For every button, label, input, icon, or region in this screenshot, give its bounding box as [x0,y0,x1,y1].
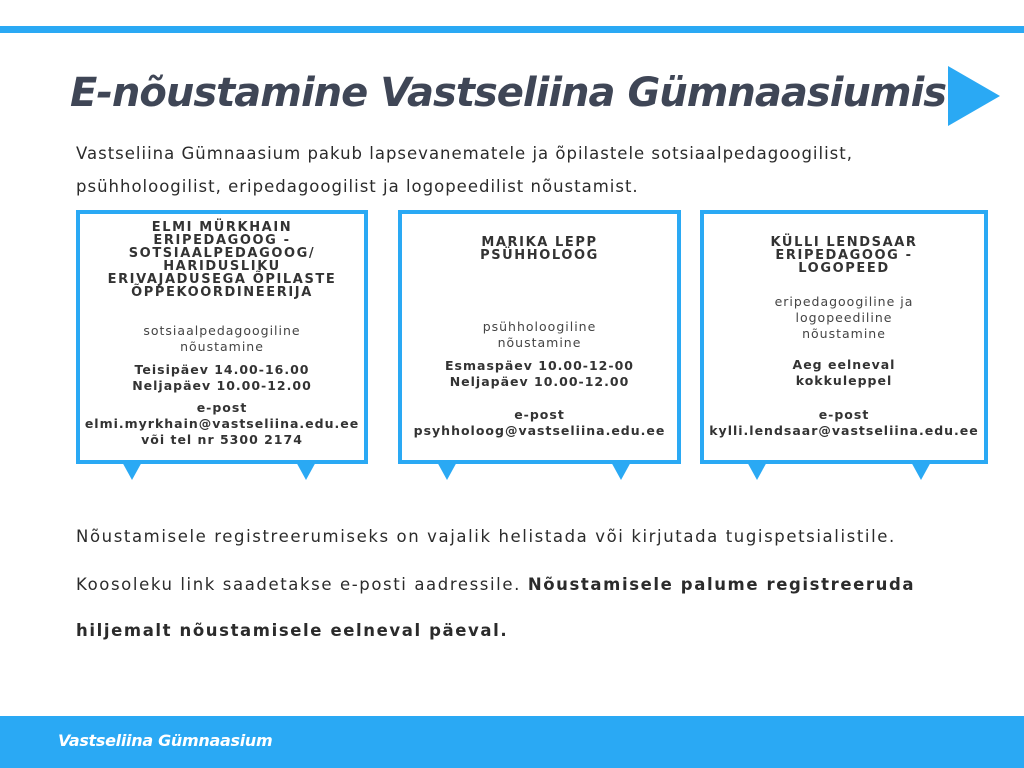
card-pointer-icon [121,460,143,480]
card-pointer-icon [910,460,932,480]
card-pointer-icon [295,460,317,480]
card-pointer-icon [436,460,458,480]
specialist-name: MARIKA LEPP PSÜHHOLOOG [480,235,599,263]
play-triangle-icon [946,64,1002,128]
specialist-contact: e-post kylli.lendsaar@vastseliina.edu.ee [709,407,979,438]
card-pointer-icon [610,460,632,480]
specialist-contact: e-post psyhholoog@vastseliina.edu.ee [413,407,666,438]
registration-deadline [76,621,508,640]
specialist-service: eripedagoogiline ja logopeediline nõustamine [774,294,914,341]
footer-bar [0,716,1024,768]
intro-line-2: psühholoogilist, eripedagoogilist ja logopeedilist nõustamist. [76,177,639,196]
page-title: E-nõustamine Vastseliina Gümnaasiumis [70,70,947,116]
registration-deadline-end: hiljemalt nõustamisele eelneval päeval. [76,621,509,640]
specialist-name: KÜLLI LENDSAAR ERIPEDAGOOG - LOGOPEED [770,235,918,276]
specialist-card-myrkhain [76,210,368,464]
specialist-hours: Teisipäev 14.00-16.00 Neljapäev 10.00-12.00 [132,362,312,393]
specialist-name: ELMI MÜRKHAIN ERIPEDAGOOG - SOTSIAALPEDAGOOG/ HARIDUSLIKU ERIVAJADUSEGA ÕPILASTE ÕPPEKOORDINEERIJA [107,220,337,300]
specialist-hours: Aeg eelneval kokkuleppel [792,357,896,388]
registration-deadline-start: Nõustamisele palume registreeruda [527,575,916,594]
intro-line-1: Vastseliina Gümnaasium pakub lapsevanematele ja õpilastele sotsiaalpedagoogilist, [76,144,853,163]
specialist-card-lendsaar [700,210,988,464]
specialist-hours: Esmaspäev 10.00-12-00 Neljapäev 10.00-12.00 [445,358,634,389]
specialist-service: psühholoogiline nõustamine [482,319,597,350]
meeting-link-info [76,575,915,594]
meeting-link-text: Koosoleku link saadetakse e-posti aadressile. [76,575,528,594]
registration-info: Nõustamisele registreerumiseks on vajalik helistada või kirjutada tugispetsialistile. [76,527,896,546]
footer-school-name: Vastseliina Gümnaasium [58,731,273,750]
top-accent-bar [0,26,1024,33]
specialist-contact: e-post elmi.myrkhain@vastseliina.edu.ee või tel nr 5300 2174 [84,400,360,447]
specialist-service: sotsiaalpedagoogiline nõustamine [143,323,301,354]
intro-text [76,137,1006,203]
card-pointer-icon [746,460,768,480]
specialist-card-lepp [398,210,681,464]
